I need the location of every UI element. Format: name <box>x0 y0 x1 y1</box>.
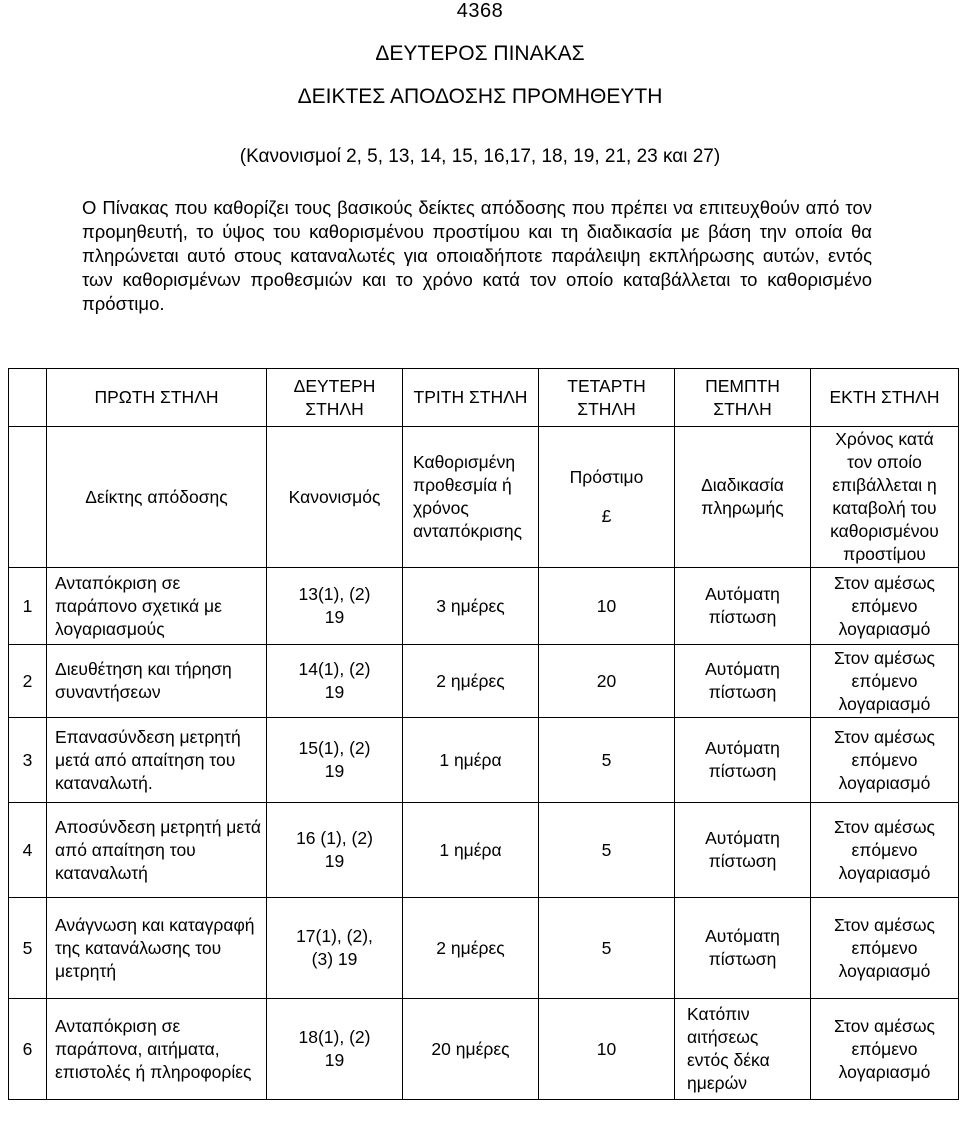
payment-cell: Αυτόματη πίστωση <box>675 568 811 645</box>
table-row <box>9 803 959 898</box>
payment-cell: Αυτόματη πίστωση <box>675 898 811 999</box>
column-title: ΤΡΙΤΗ ΣΤΗΛΗ <box>403 369 539 427</box>
column-header-deadline-label: Καθορισμένη προθεσμία ή χρόνος ανταπόκρισης <box>413 452 523 541</box>
deadline-cell: 1 ημέρα <box>403 718 539 803</box>
table-row <box>9 568 959 645</box>
deadline-cell: 20 ημέρες <box>403 999 539 1100</box>
column-title: ΠΕΜΠΤΗ ΣΤΗΛΗ <box>675 369 811 427</box>
indicator-cell: Ανάγνωση και καταγραφή της κατανάλωσης του μετρητή <box>47 898 267 999</box>
column-header-deadline <box>403 427 539 568</box>
regulation-cell: 14(1), (2) 19 <box>267 645 403 718</box>
table-row <box>9 999 959 1100</box>
empty-corner-cell <box>9 427 47 568</box>
indicator-cell: Επανασύνδεση μετρητή μετά από απαίτηση του καταναλωτή. <box>47 718 267 803</box>
time-cell: Στον αμέσως επόμενο λογαριασμό <box>811 645 959 718</box>
regulations-note: (Κανονισμοί 2, 5, 13, 14, 15, 16,17, 18, 19, 21, 23 και 27) <box>239 146 721 167</box>
document-subtitle: ΔΕΙΚΤΕΣ ΑΠΟΔΟΣΗΣ ΠΡΟΜΗΘΕΥΤΗ <box>297 85 663 108</box>
column-title: ΠΡΩΤΗ ΣΤΗΛΗ <box>47 369 267 427</box>
fine-cell: 10 <box>539 568 675 645</box>
fine-cell: 5 <box>539 803 675 898</box>
performance-indicators-table <box>8 368 959 1100</box>
time-cell: Στον αμέσως επόμενο λογαριασμό <box>811 803 959 898</box>
row-number: 3 <box>9 718 47 803</box>
currency-symbol: £ <box>601 506 612 526</box>
indicator-cell: Αποσύνδεση μετρητή μετά από απαίτηση του καταναλωτή <box>47 803 267 898</box>
row-number: 1 <box>9 568 47 645</box>
column-title-row <box>9 369 959 427</box>
payment-cell: Αυτόματη πίστωση <box>675 803 811 898</box>
deadline-cell: 3 ημέρες <box>403 568 539 645</box>
indicator-cell: Διευθέτηση και τήρηση συναντήσεων <box>47 645 267 718</box>
regulation-cell: 15(1), (2) 19 <box>267 718 403 803</box>
indicator-cell: Ανταπόκριση σε παράπονα, αιτήματα, επιστολές ή πληροφορίες <box>47 999 267 1100</box>
column-header-payment: Διαδικασία πληρωμής <box>675 427 811 568</box>
payment-cell: Αυτόματη πίστωση <box>675 645 811 718</box>
column-header-row <box>9 427 959 568</box>
time-cell: Στον αμέσως επόμενο λογαριασμό <box>811 568 959 645</box>
deadline-cell: 1 ημέρα <box>403 803 539 898</box>
document-title: ΔΕΥΤΕΡΟΣ ΠΙΝΑΚΑΣ <box>375 42 585 65</box>
row-number: 6 <box>9 999 47 1100</box>
column-header-fine <box>539 427 675 568</box>
indicator-cell: Ανταπόκριση σε παράπονο σχετικά με λογαριασμούς <box>47 568 267 645</box>
column-header-regulation: Κανονισμός <box>267 427 403 568</box>
deadline-cell: 2 ημέρες <box>403 645 539 718</box>
regulation-cell: 13(1), (2) 19 <box>267 568 403 645</box>
column-title: ΔΕΥΤΕΡΗ ΣΤΗΛΗ <box>267 369 403 427</box>
table-row <box>9 898 959 999</box>
column-header-fine-label: Πρόστιμο <box>569 467 644 487</box>
payment-cell: Αυτόματη πίστωση <box>675 718 811 803</box>
column-header-time <box>811 427 959 568</box>
time-cell: Στον αμέσως επόμενο λογαριασμό <box>811 718 959 803</box>
empty-corner-cell <box>9 369 47 427</box>
column-header-time-label: Χρόνος κατά τον οποίο επιβάλλεται η καταβολή του καθορισμένου προστίμου <box>830 429 939 564</box>
column-header-indicator: Δείκτης απόδοσης <box>47 427 267 568</box>
fine-cell: 5 <box>539 898 675 999</box>
column-title: ΕΚΤΗ ΣΤΗΛΗ <box>811 369 959 427</box>
table-row <box>9 645 959 718</box>
fine-cell: 10 <box>539 999 675 1100</box>
intro-paragraph: Ο Πίνακας που καθορίζει τους βασικούς δείκτες απόδοσης που πρέπει να επιτευχθούν από τον προμηθευτή, το ύψος του καθορισμένου προστίμου και τη διαδικασία με βάση την οποία θα πληρώνεται αυτό στους καταναλωτές για οποιαδήποτε παράλειψη εκπλήρωσης αυτών, εντός των καθορισμένων προθεσμιών και το χρόνο κατά τον οποίο καταβάλλεται το καθορισμένο πρόστιμο. <box>82 197 872 314</box>
regulation-cell: 16 (1), (2) 19 <box>267 803 403 898</box>
fine-cell: 20 <box>539 645 675 718</box>
row-number: 2 <box>9 645 47 718</box>
deadline-cell: 2 ημέρες <box>403 898 539 999</box>
row-number: 5 <box>9 898 47 999</box>
page-number: 4368 <box>456 0 504 22</box>
time-cell: Στον αμέσως επόμενο λογαριασμό <box>811 999 959 1100</box>
regulation-cell: 18(1), (2) 19 <box>267 999 403 1100</box>
row-number: 4 <box>9 803 47 898</box>
table-row <box>9 718 959 803</box>
regulation-cell: 17(1), (2),(3) 19 <box>267 898 403 999</box>
column-title: ΤΕΤΑΡΤΗ ΣΤΗΛΗ <box>539 369 675 427</box>
payment-cell: Κατόπιν αιτήσεως εντός δέκα ημερών <box>675 999 811 1100</box>
time-cell: Στον αμέσως επόμενο λογαριασμό <box>811 898 959 999</box>
fine-cell: 5 <box>539 718 675 803</box>
